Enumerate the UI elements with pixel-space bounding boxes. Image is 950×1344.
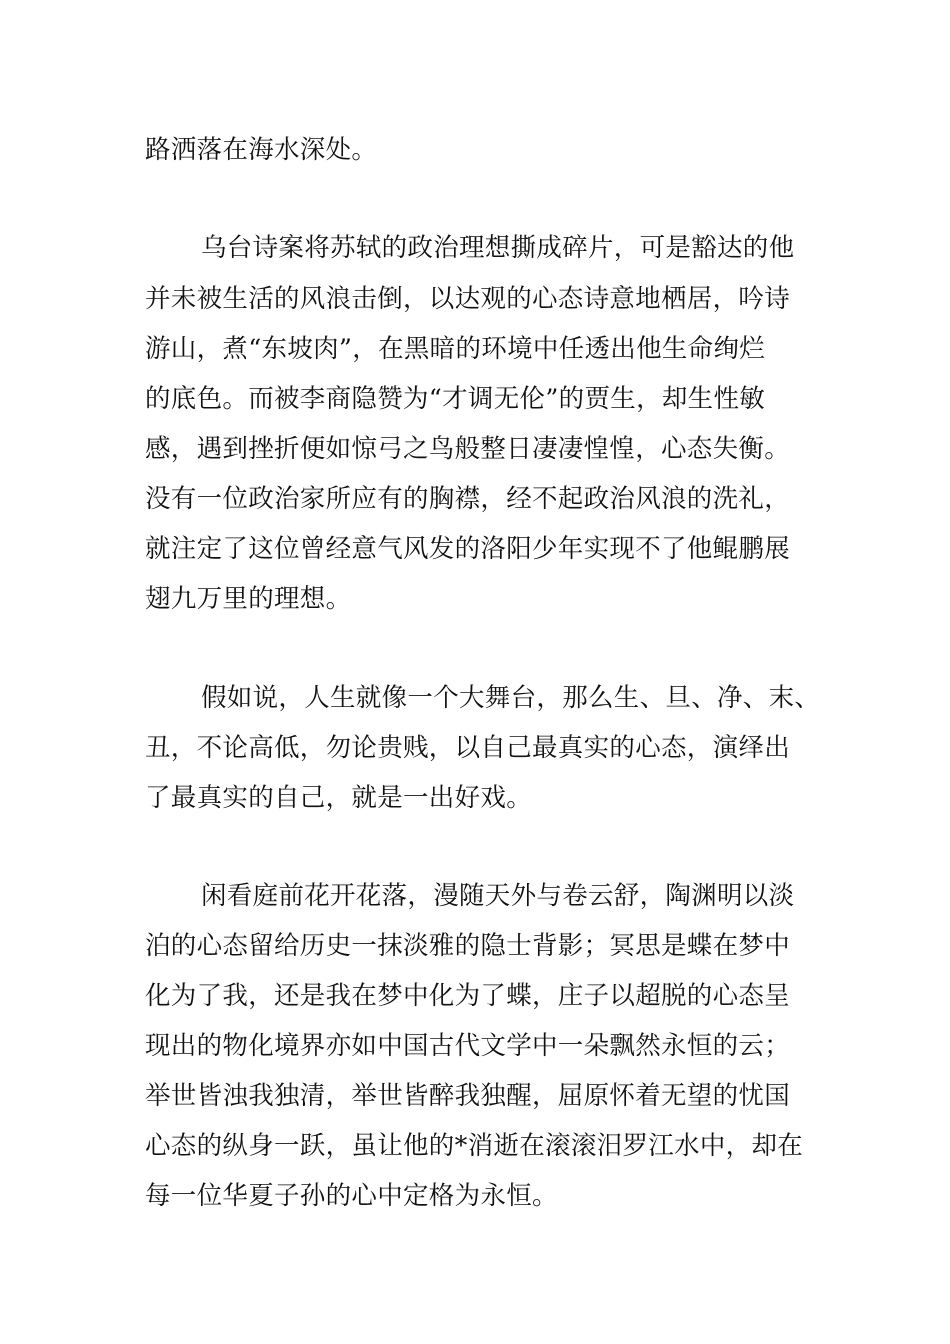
paragraph-2-line-8: 翅九万里的理想。: [145, 584, 352, 614]
paragraph-2-line-3: 游山，煮“东坡肉”，在黑暗的环境中任透出他生命绚烂: [145, 334, 766, 364]
paragraph-3-line-3: 了最真实的自己，就是一出好戏。: [145, 783, 533, 813]
paragraph-2-line-6: 没有一位政治家所应有的胸襟，经不起政治风浪的洗礼，: [145, 484, 791, 514]
paragraph-4-line-5: 举世皆浊我独清，举世皆醉我独醒，屈原怀着无望的忧国: [145, 1081, 791, 1111]
paragraph-4-line-7: 每一位华夏子孙的心中定格为永恒。: [145, 1181, 558, 1211]
paragraph-4-line-2: 泊的心态留给历史一抹淡雅的隐士背影；冥思是蝶在梦中: [145, 931, 791, 961]
paragraph-1-line-1: 路洒落在海水深处。: [145, 135, 378, 165]
paragraph-2-line-1: 乌台诗案将苏轼的政治理想撕成碎片，可是豁达的他: [201, 233, 795, 263]
paragraph-2-line-5: 感，遇到挫折便如惊弓之鸟般整日凄凄惶惶，心态失衡。: [145, 434, 791, 464]
paragraph-4-line-3: 化为了我，还是我在梦中化为了蝶，庄子以超脱的心态呈: [145, 981, 791, 1011]
paragraph-2-line-2: 并未被生活的风浪击倒，以达观的心态诗意地栖居，吟诗: [145, 284, 791, 314]
paragraph-3-line-1: 假如说，人生就像一个大舞台，那么生、旦、净、末、: [201, 683, 821, 713]
paragraph-4-line-1: 闲看庭前花开花落，漫随天外与卷云舒，陶渊明以淡: [201, 881, 795, 911]
paragraph-2-line-4: 的底色。而被李商隐赞为“才调无伦”的贾生，却生性敏: [145, 384, 766, 414]
paragraph-4-line-4: 现出的物化境界亦如中国古代文学中一朵飘然永恒的云；: [145, 1031, 791, 1061]
paragraph-3-line-2: 丑，不论高低，勿论贵贱，以自己最真实的心态，演绎出: [145, 733, 791, 763]
paragraph-2-line-7: 就注定了这位曾经意气风发的洛阳少年实现不了他鲲鹏展: [145, 534, 791, 564]
paragraph-4-line-6: 心态的纵身一跃，虽让他的*消逝在滚滚汨罗江水中，却在: [145, 1131, 804, 1161]
